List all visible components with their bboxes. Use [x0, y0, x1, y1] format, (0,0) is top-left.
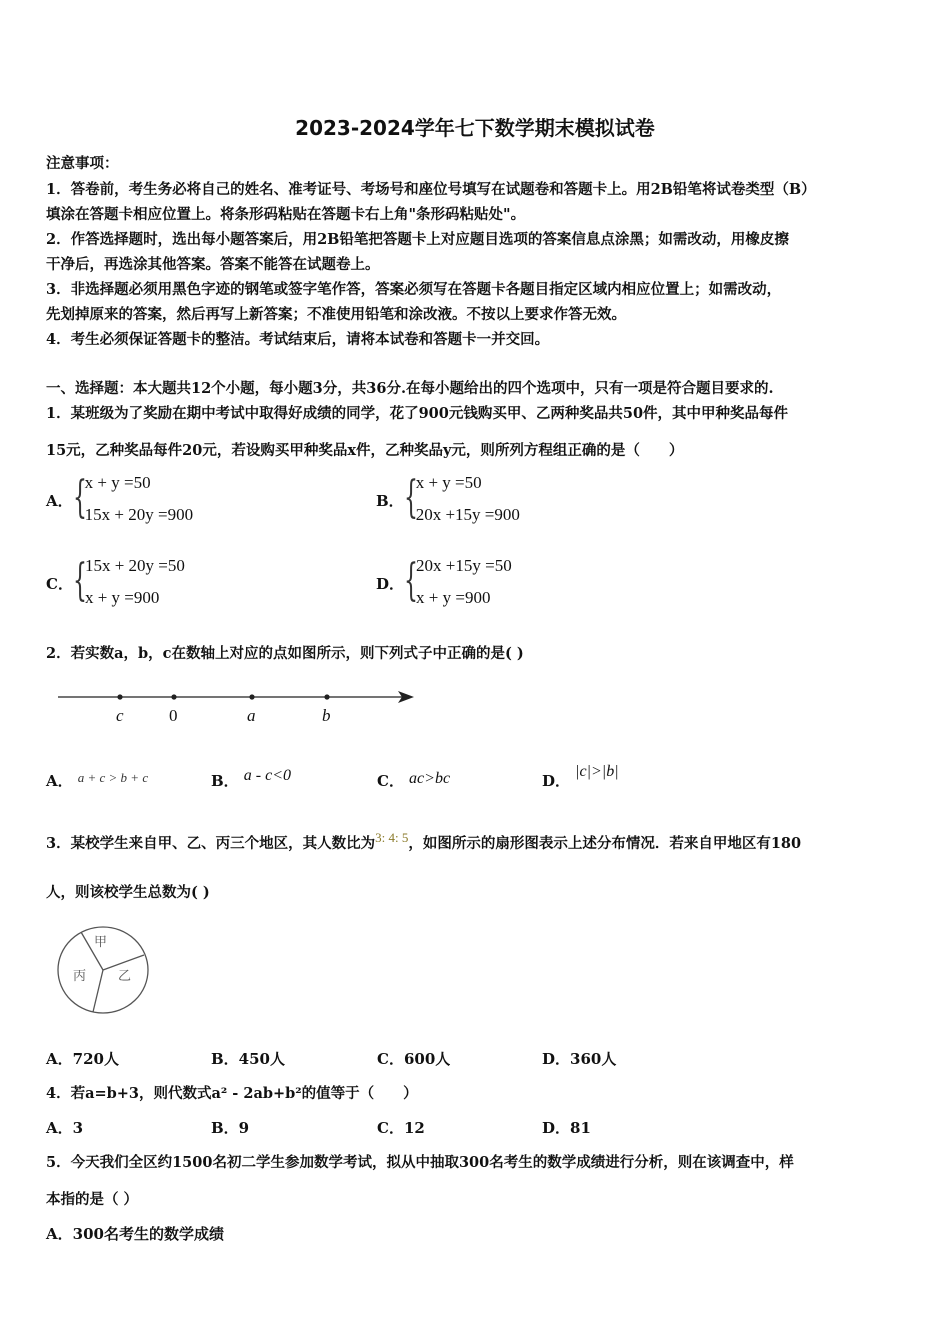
question-1-line1: 1．某班级为了奖励在期中考试中取得好成绩的同学，花了900元钱购买甲、乙两种奖品共50件，其中甲种奖品每件: [46, 405, 789, 422]
question-2-stem: 2．若实数a，b，c在数轴上对应的点如图所示，则下列式子中正确的是( ): [46, 645, 524, 662]
pie-label-yi: 乙: [118, 969, 132, 984]
equation: 20x +15y =900: [415, 505, 520, 524]
equation: 15x + 20y =900: [84, 505, 194, 524]
question-4-stem: 4．若a=b+3，则代数式a² - 2ab+b²的值等于（ ）: [46, 1085, 418, 1102]
notice-line: 填涂在答题卡相应位置上。将条形码粘贴在答题卡右上角"条形码粘贴处"。: [46, 206, 526, 223]
question-1-line2: 15元，乙种奖品每件20元，若设购买甲种奖品x件，乙种奖品y元，则所列方程组正确的是（ ）: [46, 442, 684, 459]
q2-option-c[interactable]: C． ac>bc: [377, 770, 451, 790]
equation: x + y =900: [84, 588, 160, 607]
q4-option-c[interactable]: C．12: [377, 1119, 425, 1137]
notice-heading: 注意事项：: [46, 155, 119, 172]
notice-line: 1．答卷前，考生务必将自己的姓名、准考证号、考场号和座位号填写在试题卷和答题卡上。用2B铅笔将试卷类型（B）: [46, 181, 816, 198]
q2-option-b[interactable]: B． a - c<0: [211, 767, 292, 790]
q1-option-d[interactable]: D． { 20x +15y =50 x + y =900: [376, 555, 512, 607]
q1-option-c[interactable]: C． { 15x + 20y =50 x + y =900: [46, 555, 185, 607]
q4-option-d[interactable]: D．81: [542, 1119, 591, 1137]
notice-line: 2．作答选择题时，选出每小题答案后，用2B铅笔把答题卡上对应题目选项的答案信息点涂黑；如需改动，用橡皮擦: [46, 231, 789, 248]
question-3-line2: 人，则该校学生总数为( ): [46, 884, 210, 901]
pie-label-jia: 甲: [94, 935, 108, 950]
notice-line: 先划掉原来的答案，然后再写上新答案；不准使用铅笔和涂改液。不按以上要求作答无效。: [46, 306, 626, 323]
question-5-line2: 本指的是（ ）: [46, 1191, 139, 1208]
q3-option-a[interactable]: A．720人: [46, 1050, 119, 1068]
q3-option-d[interactable]: D．360人: [542, 1050, 617, 1068]
q3-option-b[interactable]: B．450人: [211, 1050, 285, 1068]
axis-label-b: b: [322, 706, 331, 725]
point-a: [249, 694, 254, 699]
equation: 15x + 20y =50: [84, 556, 185, 575]
section-heading: 一、选择题：本大题共12个小题，每小题3分，共36分.在每小题给出的四个选项中，只有一项是符合题目要求的.: [46, 380, 774, 397]
pie-divider: [93, 970, 103, 1012]
axis-label-a: a: [247, 706, 256, 725]
equation: x + y =50: [415, 473, 482, 492]
axis-label-c: c: [116, 706, 124, 725]
page-title: 2023-2024学年七下数学期末模拟试卷: [295, 116, 655, 140]
question-5-line1: 5．今天我们全区约1500名初二学生参加数学考试，拟从中抽取300名考生的数学成绩进行分析，则在该调查中，样: [46, 1154, 794, 1171]
notice-line: 4．考生必须保证答题卡的整洁。考试结束后，请将本试卷和答题卡一并交回。: [46, 331, 550, 348]
notice-line: 干净后，再选涂其他答案。答案不能答在试题卷上。: [46, 256, 380, 273]
q1-option-b[interactable]: B． { x + y =50 20x +15y =900: [376, 472, 520, 524]
notice-line: 3．非选择题必须用黑色字迹的钢笔或签字笔作答，答案必须写在答题卡各题目指定区域内相应位置上；如需改动，: [46, 281, 782, 298]
q4-option-b[interactable]: B．9: [211, 1119, 250, 1137]
point-0: [171, 694, 176, 699]
point-c: [117, 694, 122, 699]
point-b: [324, 694, 329, 699]
question-3-stem: 3．某校学生来自甲、乙、丙三个地区，其人数比为3: 4: 5，如图所示的扇形图表示上述分布情况．若来自甲地区有180: [46, 830, 802, 852]
q2-option-d[interactable]: D． |c|>|b|: [542, 763, 619, 790]
equation: x + y =50: [84, 473, 151, 492]
equation: 20x +15y =50: [416, 556, 512, 575]
number-line-figure: [52, 686, 422, 730]
axis-label-0: 0: [169, 706, 178, 725]
q1-option-a[interactable]: A． { x + y =50 15x + 20y =900: [46, 472, 194, 524]
q5-option-a[interactable]: A．300名考生的数学成绩: [46, 1225, 224, 1243]
q4-option-a[interactable]: A．3: [46, 1119, 84, 1137]
equation: x + y =900: [416, 588, 491, 607]
q3-option-c[interactable]: C．600人: [377, 1050, 451, 1068]
pie-label-bing: 丙: [73, 969, 87, 984]
ratio-value: 3: 4: 5: [375, 830, 409, 845]
q2-option-a[interactable]: A． $^{a + c > b + c}$: [46, 770, 149, 790]
